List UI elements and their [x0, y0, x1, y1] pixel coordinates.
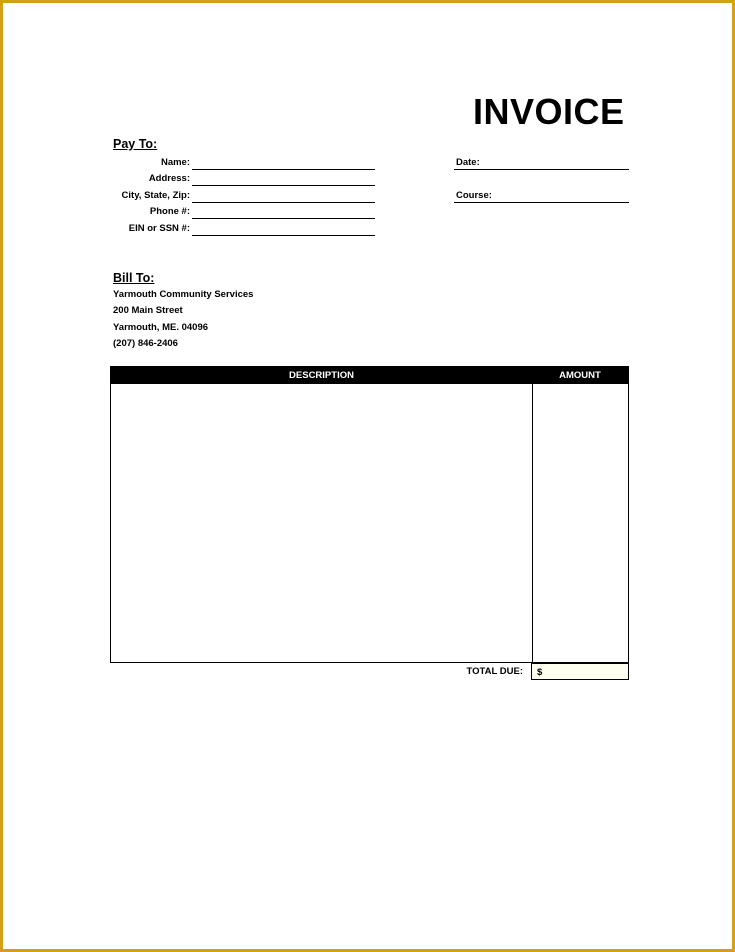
bill-to-heading: Bill To:	[113, 271, 155, 285]
bill-to-city: Yarmouth, ME. 04096	[113, 322, 209, 333]
ein-ssn-label: EIN or SSN #:	[128, 223, 190, 234]
city-state-zip-label: City, State, Zip:	[121, 190, 190, 201]
date-label: Date:	[456, 157, 480, 168]
bill-to-street: 200 Main Street	[113, 305, 183, 316]
course-label: Course:	[456, 190, 492, 201]
table-header	[111, 367, 628, 384]
address-label: Address:	[148, 173, 190, 184]
bill-to-phone: (207) 846-2406	[113, 338, 178, 349]
city-state-zip-field[interactable]	[192, 202, 375, 203]
amount-column[interactable]	[533, 384, 628, 662]
amount-header: AMOUNT	[559, 370, 601, 381]
bill-to-name: Yarmouth Community Services	[113, 289, 254, 300]
phone-label: Phone #:	[149, 206, 190, 217]
name-field[interactable]	[192, 169, 375, 170]
total-due-field[interactable]: $	[531, 663, 629, 680]
total-due-label: TOTAL DUE:	[466, 666, 523, 677]
pay-to-heading: Pay To:	[113, 137, 158, 151]
description-column[interactable]	[111, 384, 532, 662]
ein-ssn-field[interactable]	[192, 235, 375, 236]
phone-field[interactable]	[192, 218, 375, 219]
name-label: Name:	[160, 157, 190, 168]
address-field[interactable]	[192, 185, 375, 186]
date-field[interactable]	[454, 169, 629, 170]
course-field[interactable]	[454, 202, 629, 203]
line-items-table	[110, 366, 629, 663]
invoice-title: INVOICE	[473, 91, 625, 132]
description-header: DESCRIPTION	[289, 370, 354, 381]
